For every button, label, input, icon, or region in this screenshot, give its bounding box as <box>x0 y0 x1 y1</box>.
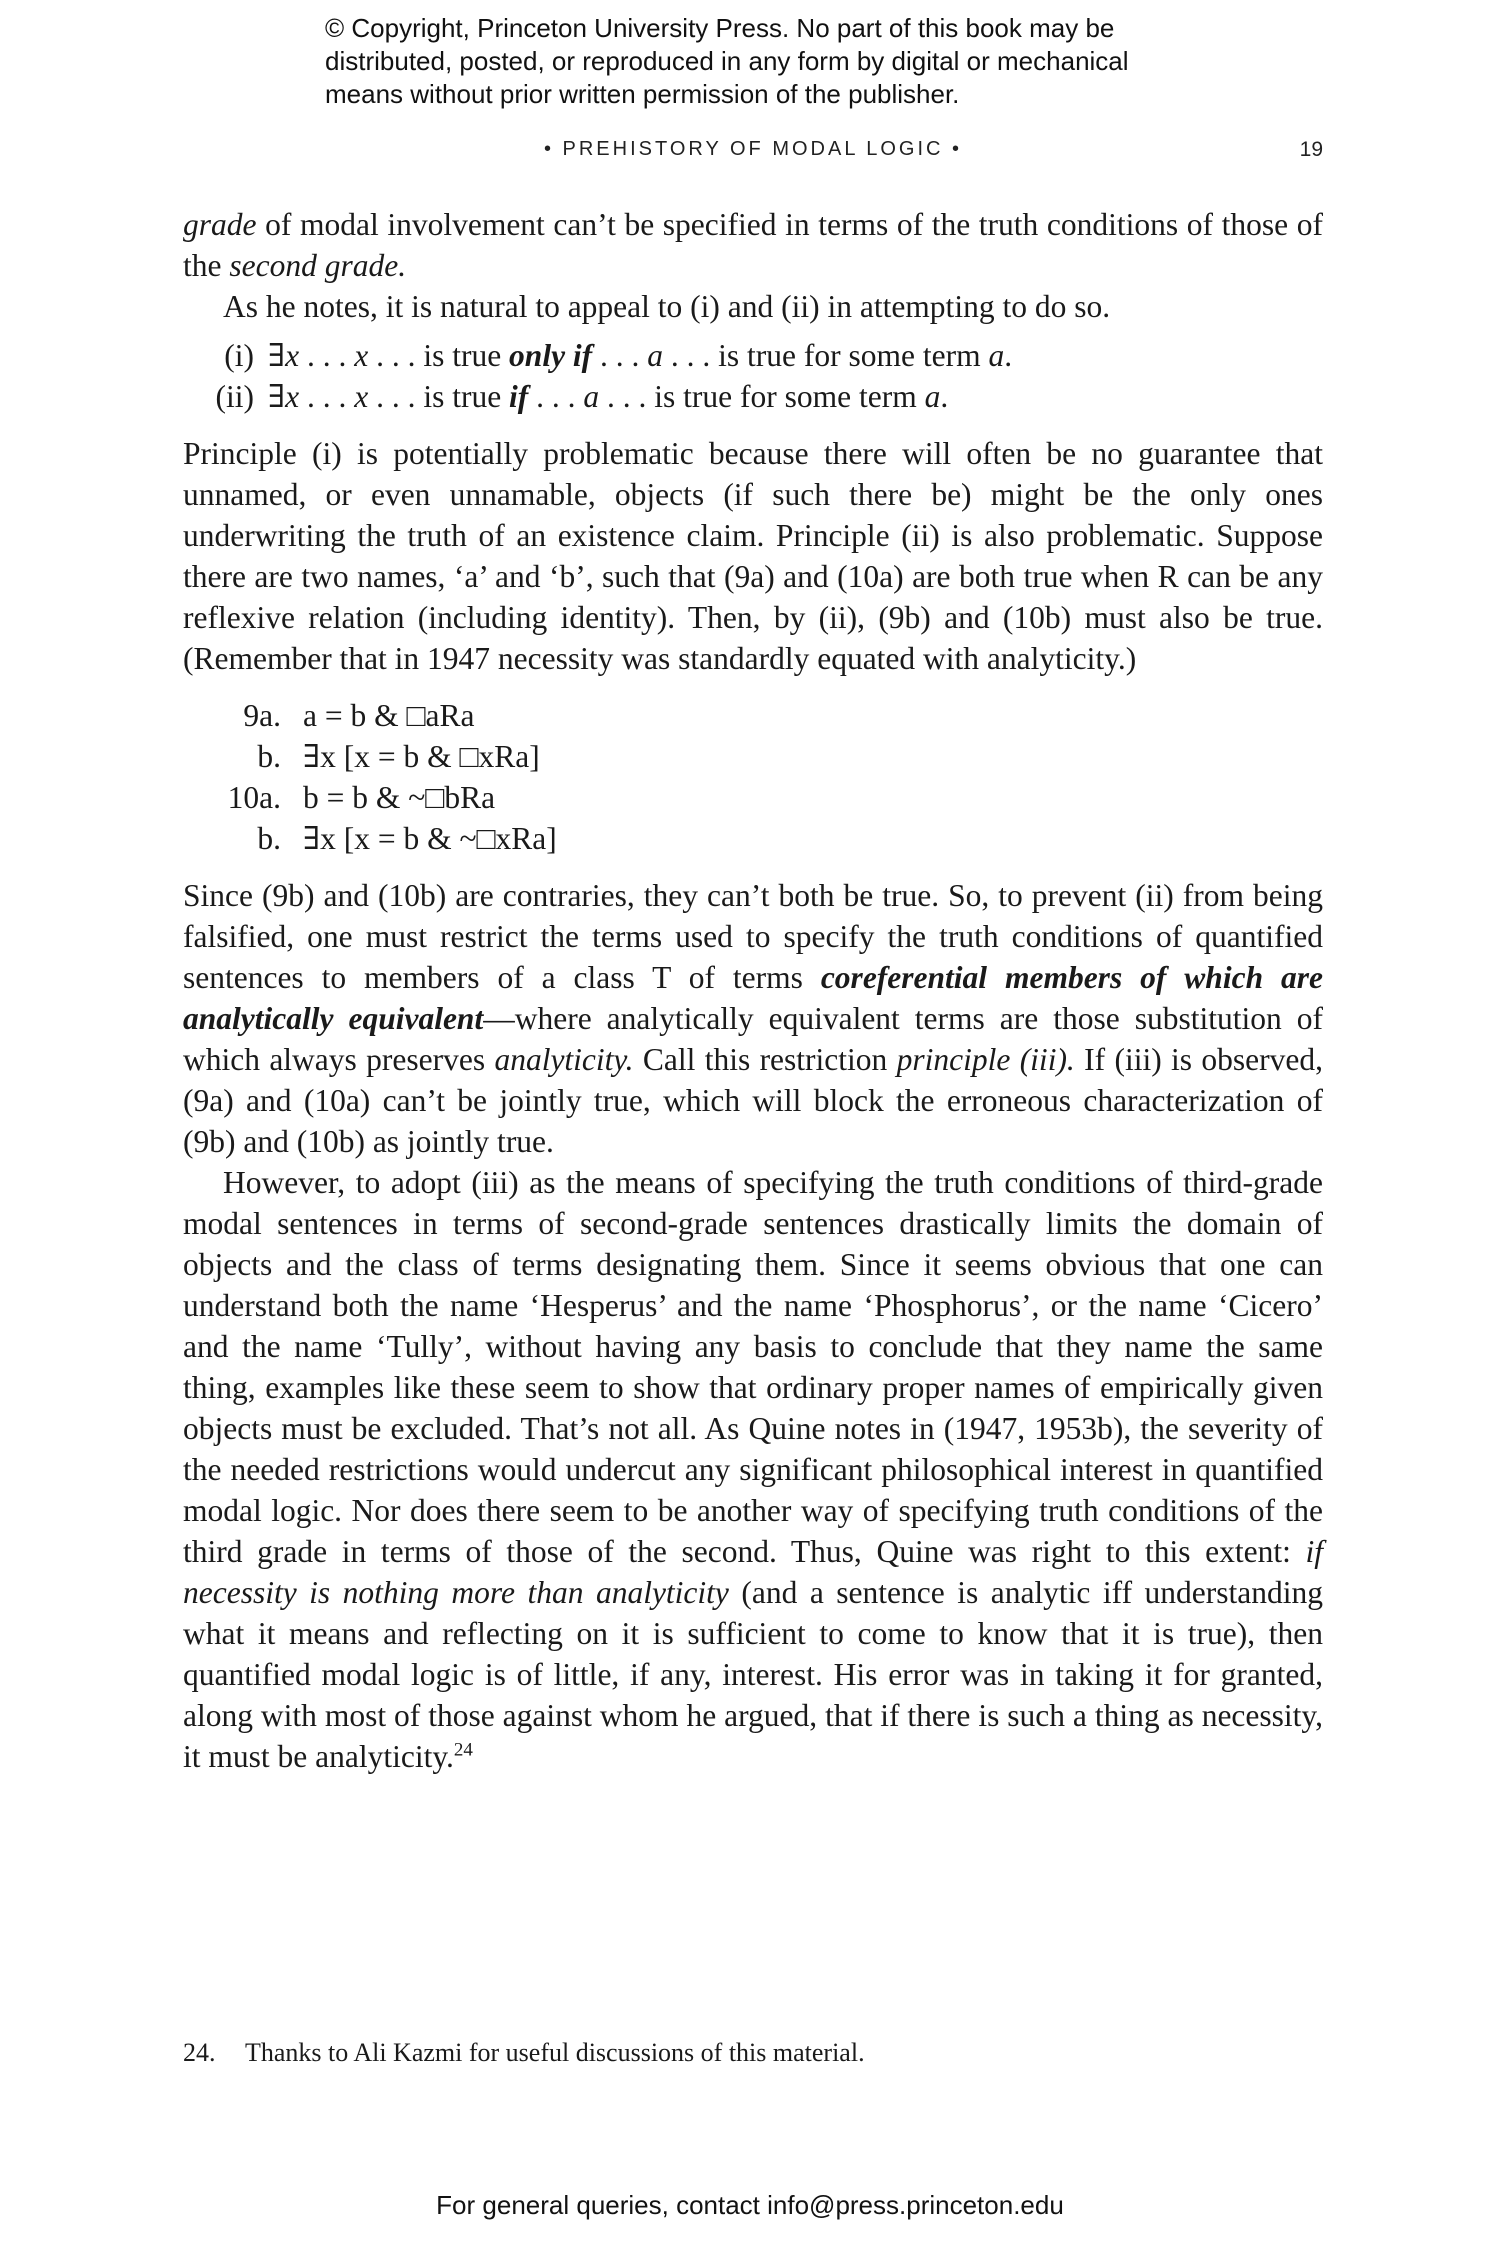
contact-footer: For general queries, contact info@press.princeton.edu <box>436 2190 1064 2220</box>
example-formula: a = b & □aRa <box>303 698 475 733</box>
example-label: 10a. <box>227 780 281 815</box>
copyright-notice <box>325 12 1225 111</box>
example-formula: b = b & ~□bRa <box>303 780 496 815</box>
example-list <box>183 695 1323 859</box>
example-label: b. <box>257 821 281 856</box>
paragraph: Since (9b) and (10b) are contraries, they can’t both be true. So, to prevent (ii) from being falsified, one must restrict the terms used to specify the truth conditions of quantified sentences to members of a class T of terms coreferential members of which are analytically equivalent—where analytically equivalent terms are those substitution of which always preserves analyticity. Call this restriction principle (iii). If (iii) is observed, (9a) and (10a) can’t be jointly true, which will block the erroneous characterization of (9b) and (10b) as jointly true. <box>183 878 1324 1159</box>
footnote-text: Thanks to Ali Kazmi for useful discussions of this material. <box>245 2038 865 2067</box>
running-title: • PREHISTORY OF MODAL LOGIC • <box>543 138 963 160</box>
principle-item <box>183 376 1323 417</box>
page-number: 19 <box>1299 138 1323 161</box>
footnote-number: 24. <box>183 2038 216 2067</box>
paragraph-continuation: grade of modal involvement can’t be specified in terms of the truth conditions of those of the second grade. <box>183 207 1323 283</box>
principle-list <box>183 335 1323 417</box>
example-formula: ∃x [x = b & ~□xRa] <box>303 821 557 856</box>
running-head <box>183 138 1323 172</box>
paragraph: Principle (i) is potentially problematic because there will often be no guarantee that unnamed, or even unnamable, objects (if such there be) might be the only ones underwriting the truth of an existence claim. Principle (ii) is also problematic. Suppose there are two names, ‘a’ and ‘b’, such that (9a) and (10a) are both true when R can be any reflexive relation (including identity). Then, by (ii), (9b) and (10b) must also be true. (Remember that in 1947 necessity was standardly equated with analyticity.) <box>183 436 1323 676</box>
footnote-reference[interactable]: 24 <box>453 1739 473 1761</box>
example-label: b. <box>257 739 281 774</box>
example-label: 9a. <box>243 698 281 733</box>
paragraph: As he notes, it is natural to appeal to (i) and (ii) in attempting to do so. <box>223 289 1111 324</box>
principle-formula: ∃x . . . x . . . is true only if . . . a . . . is true for some term a. <box>268 338 1013 373</box>
example-item <box>183 777 1323 818</box>
example-item <box>183 695 1323 736</box>
principle-label: (ii) <box>215 379 254 414</box>
example-item <box>183 736 1323 777</box>
copyright-line: distributed, posted, or reproduced in any form by digital or mechanical <box>325 46 1129 76</box>
principle-label: (i) <box>224 338 254 373</box>
example-item <box>183 818 1323 859</box>
paragraph: However, to adopt (iii) as the means of specifying the truth conditions of third-grade modal sentences in terms of second-grade sentences drastically limits the domain of objects and the class of terms designating them. Since it seems obvious that one can understand both the name ‘Hesperus’ and the name ‘Phosphorus’, or the name ‘Cicero’ and the name ‘Tully’, without having any basis to conclude that they name the same thing, examples like these seem to show that ordinary proper names of empirically given objects must be excluded. That’s not all. As Quine notes in (1947, 1953b), the severity of the needed restrictions would undercut any significant philosophical interest in quantified modal logic. Nor does there seem to be another way of specifying truth conditions of the third grade in terms of those of the second. Thus, Quine was right to this extent: if necessity is nothing more than analyticity (and a sentence is analytic iff understanding what it means and reflecting on it is sufficient to come to know that it is true), then quantified modal logic is of little, if any, interest. His error was in taking it for granted, along with most of those against whom he argued, that if there is such a thing as necessity, it must be analyticity.$^{24}$ <box>183 1165 1324 1774</box>
example-formula: ∃x [x = b & □xRa] <box>303 739 540 774</box>
footnote <box>183 2036 1323 2070</box>
copyright-line: © Copyright, Princeton University Press. No part of this book may be <box>325 13 1115 43</box>
principle-formula: ∃x . . . x . . . is true if . . . a . . . is true for some term a. <box>268 379 949 414</box>
main-text <box>183 204 1323 1777</box>
copyright-line: means without prior written permission of the publisher. <box>325 79 960 109</box>
principle-item <box>183 335 1323 376</box>
